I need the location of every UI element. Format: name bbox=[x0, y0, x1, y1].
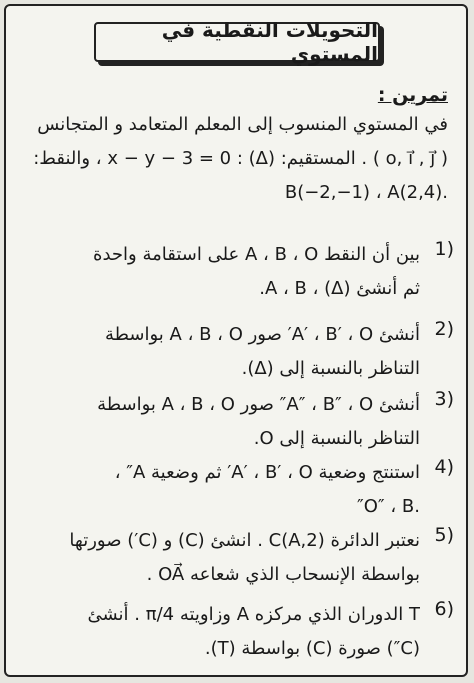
question-line: ثم أنشئ A ، B ، (Δ). bbox=[259, 278, 420, 299]
question-line: بواسطة الإنسحاب الذي شعاعه OA⃗ . bbox=[146, 564, 420, 585]
question-number: 2) bbox=[434, 318, 454, 340]
question-line: أنشئ A′ ، B′ ، O′ صور A ، B ، O بواسطة bbox=[105, 324, 420, 345]
page-title: التحويلات النقطية في المستوي bbox=[94, 22, 380, 62]
question-number: 5) bbox=[434, 524, 454, 546]
exercise-sheet bbox=[4, 4, 468, 677]
question-line: استنتج وضعية A′ ، B′ ، O′ ثم وضعية A″ ، bbox=[114, 462, 420, 483]
question-line: بين أن النقط A ، B ، O على استقامة واحدة bbox=[93, 244, 420, 265]
question-line: التناظر بالنسبة إلى (Δ). bbox=[241, 358, 420, 379]
question-number: 6) bbox=[434, 598, 454, 620]
question-line: T الدوران الذي مركزه A وزاويته π/4 . أنشئ bbox=[87, 604, 420, 625]
question-number: 1) bbox=[434, 238, 454, 260]
intro-line-3: .B(−2,−1) ، A(2,4) bbox=[284, 182, 448, 203]
question-line: (C″) صورة (C) بواسطة (T). bbox=[204, 638, 420, 659]
question-line: نعتبر الدائرة C(A,2) . انشئ (C) و (C′) صورتها bbox=[69, 530, 420, 551]
intro-line-1: في المستوي المنسوب إلى المعلم المتعامد و المتجانس bbox=[37, 114, 448, 135]
question-line: .O″ ، B″ bbox=[357, 496, 420, 517]
exercise-label: تمرين : bbox=[377, 84, 448, 106]
question-line: التناظر بالنسبة إلى O. bbox=[253, 428, 420, 449]
question-number: 3) bbox=[434, 388, 454, 410]
question-line: أنشئ A″ ، B″ ، O″ صور A ، B ، O بواسطة bbox=[97, 394, 420, 415]
intro-line-2: ( o, i⃗ , j⃗ ) . المستقيم: (Δ) : x − y − 3 = 0 ، والنقط: bbox=[33, 148, 448, 169]
question-number: 4) bbox=[434, 456, 454, 478]
